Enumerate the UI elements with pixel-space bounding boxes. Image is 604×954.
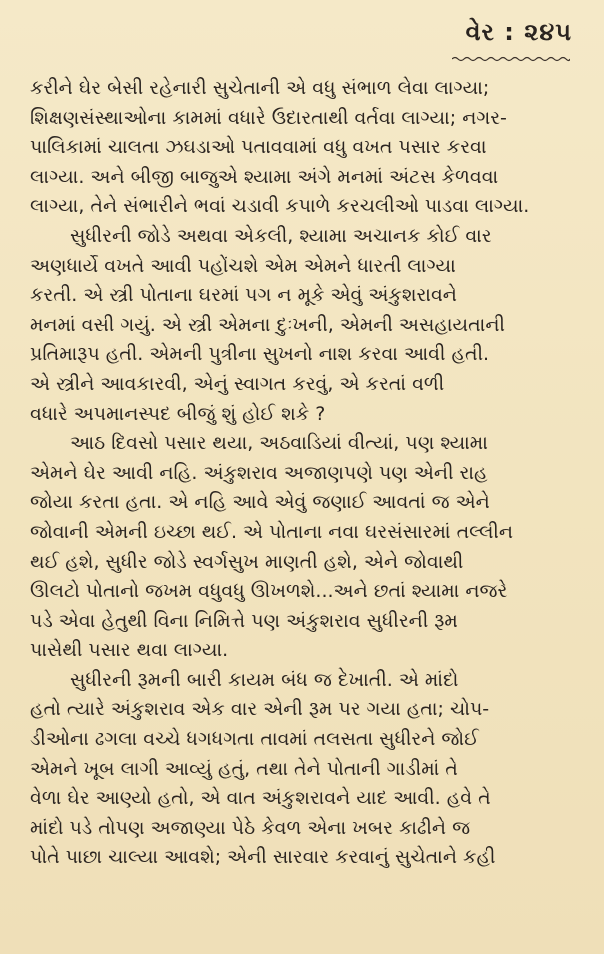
text-line: માંદો પડે તોપણ અજાણ્યા પેઠે કેવળ એના ખબર કાઢીને જ <box>30 816 471 839</box>
text-line: હતો ત્યારે અંકુશરાવ એક વાર એની રૂમ પર ગયા હતા; ચોપ- <box>30 698 490 721</box>
text-line: અણધાર્યે વખતે આવી પહોંચશે એમ એમને ધારતી લાગ્યા <box>30 254 456 277</box>
text-line: જોયા કરતા હતા. એ નહિ આવે એવું જણાઈ આવતાં જ એને <box>30 491 490 514</box>
text-line: પડે એવા હેતુથી વિના નિમિત્તે પણ અંકુશરાવ સુધીરની રૂમ <box>30 609 458 632</box>
text-line: વધારે અપમાનસ્પદ બીજું શું હોઈ શકે ? <box>30 402 326 425</box>
text-line: એમને ખૂબ લાગી આવ્યું હતું, તથા તેને પોતાની ગાડીમાં તે <box>30 757 458 780</box>
paragraph-4 <box>30 666 578 873</box>
text-line: પોતે પાછા ચાલ્યા આવશે; એની સારવાર કરવાનું સુચેતાને કહી <box>30 846 496 869</box>
text-line: કરતી. એ સ્ત્રી પોતાના ઘરમાં પગ ન મૂકે એવું અંકુશરાવને <box>30 284 457 307</box>
text-line: કરીને ઘેર બેસી રહેનારી સુચેતાની એ વધુ સંભાળ લેવા લાગ્યા; <box>30 77 490 99</box>
body-text <box>30 74 578 873</box>
paragraph-1 <box>30 74 578 222</box>
text-line: સુધીરની જોડે અથવા એકલી, શ્યામા અચાનક કોઈ વાર <box>70 224 492 247</box>
text-line: લાગ્યા. અને બીજી બાજુએ શ્યામા અંગે મનમાં અંટસ કેળવવા <box>30 165 499 188</box>
page-header: વેર : ૨૪૫ <box>465 18 572 46</box>
text-line: એમને ઘેર આવી નહિ. અંકુશરાવ અજાણપણે પણ એની રાહ <box>30 461 488 484</box>
text-line: એ સ્ત્રીને આવકારવી, એનું સ્વાગત કરવું, એ કરતાં વળી <box>30 372 445 395</box>
text-line: થઈ હશે, સુધીર જોડે સ્વર્ગસુખ માણતી હશે, એને જોવાથી <box>30 550 464 573</box>
text-line: જોવાની એમની ઇચ્છા થઈ. એ પોતાના નવા ઘરસંસારમાં તલ્લીન <box>30 520 514 543</box>
text-line: પાલિકામાં ચાલતા ઝઘડાઓ પતાવવામાં વધુ વખત પસાર કરવા <box>30 136 487 159</box>
text-line: સુધીરની રૂમની બારી કાયમ બંધ જ દેખાતી. એ માંદો <box>70 668 459 691</box>
header-wavy-rule <box>452 56 570 62</box>
text-line: આઠ દિવસો પસાર થયા, અઠવાડિયાં વીત્યાં, પણ શ્યામા <box>70 432 488 455</box>
text-line: ડીઓના ઢગલા વચ્ચે ધગધગતા તાવમાં તલસતા સુધીરને જોઈ <box>30 728 479 751</box>
text-line: પાસેથી પસાર થવા લાગ્યા. <box>30 639 229 662</box>
paragraph-2 <box>30 222 578 429</box>
text-line: શિક્ષણસંસ્થાઓના કામમાં વધારે ઉદારતાથી વર્તવા લાગ્યા; નગર- <box>30 106 507 129</box>
text-line: ઊલટો પોતાનો જખમ વધુવધુ ઊખળશે...અને છતાં શ્યામા નજરે <box>30 580 508 603</box>
text-line: પ્રતિમારૂપ હતી. એમની પુત્રીના સુખનો નાશ કરવા આવી હતી. <box>30 343 490 366</box>
text-line: મનમાં વસી ગયું. એ સ્ત્રી એમના દુઃખની, એમની અસહાયતાની <box>30 313 505 336</box>
text-line: વેળા ઘેર આણ્યો હતો, એ વાત અંકુશરાવને યાદ આવી. હવે તે <box>30 787 491 810</box>
text-line: લાગ્યા, તેને સંભારીને ભવાં ચડાવી કપાળે કરચલીઓ પાડવા લાગ્યા. <box>30 195 530 218</box>
paragraph-3 <box>30 429 578 666</box>
